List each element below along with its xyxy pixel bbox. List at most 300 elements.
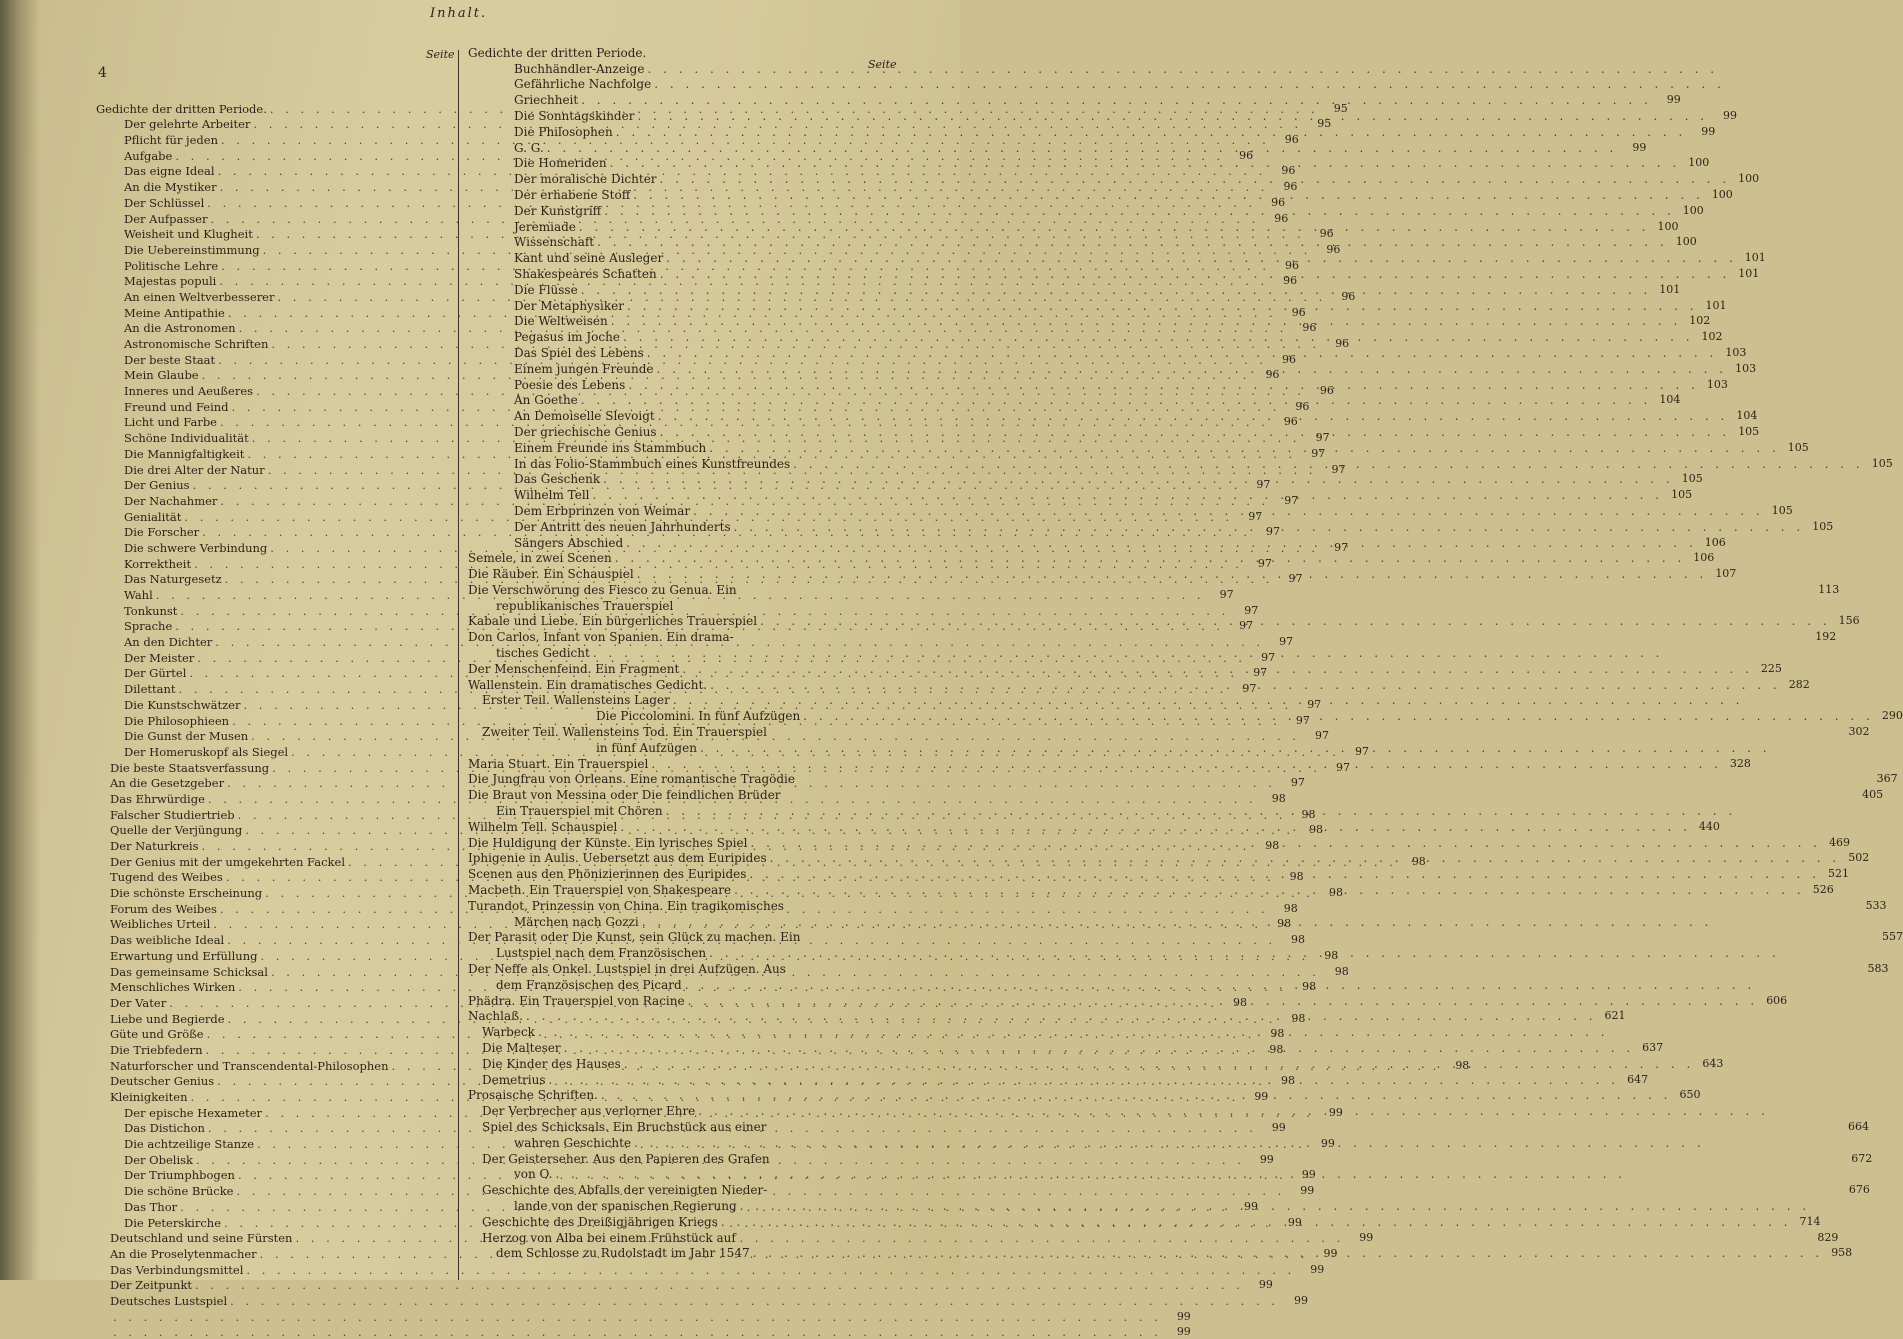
- toc-entry-page: 103: [1706, 377, 1728, 391]
- toc-entry-page: 105: [1738, 424, 1760, 438]
- toc-entry-title: Poesie des Lebens: [514, 377, 626, 392]
- toc-entry-page: 533: [1865, 898, 1887, 912]
- dot-leader: [682, 662, 1753, 676]
- toc-entry-page: 99: [1723, 108, 1738, 122]
- dot-leader: [734, 520, 1805, 534]
- toc-entry-title: Die Flüsse: [514, 282, 578, 297]
- toc-entry-page: 99: [1176, 1309, 1191, 1323]
- toc-entry-page: 101: [1705, 298, 1727, 312]
- toc-entry-page: 97: [1219, 588, 1234, 601]
- dot-leader: [615, 551, 1686, 565]
- toc-entry: [468, 1102, 908, 1118]
- toc-entry-title: Prosaische Schriften.: [468, 1088, 598, 1103]
- toc-entry-title: Einem jungen Freunde: [514, 361, 654, 376]
- toc-entry-page: 99: [1287, 1215, 1302, 1229]
- toc-entry-title: Gedichte der dritten Periode.: [96, 101, 267, 116]
- toc-entry-title: Die Piccolomini. In fünf Aufzügen: [596, 709, 801, 724]
- toc-entry-title: von O.: [514, 1167, 553, 1182]
- dot-leader: [803, 709, 1874, 723]
- toc-entry-title: Der Zeitpunkt: [110, 1278, 193, 1293]
- toc-entry-page: 99: [1293, 1293, 1308, 1307]
- toc-entry: [468, 60, 908, 76]
- toc-entry-page: 99: [1301, 1168, 1316, 1182]
- toc-entry-title: Falscher Studiertrieb: [110, 807, 235, 822]
- toc-entry-page: 98: [1324, 948, 1339, 962]
- toc-entry-page: 99: [1176, 1325, 1191, 1339]
- toc-entry-title: Die Huldigung der Künste. Ein lyrisches Spiel: [468, 835, 748, 850]
- toc-entry-title: Warbeck: [482, 1025, 535, 1040]
- toc-entry-page: 97: [1335, 760, 1350, 774]
- toc-entry-page: 99: [1320, 1137, 1335, 1151]
- toc-entry-page: 98: [1291, 933, 1306, 947]
- dot-leader: [626, 536, 1697, 550]
- toc-entry-page: 95: [1317, 117, 1332, 131]
- dot-leader: [610, 156, 1681, 170]
- dot-leader: [666, 804, 1737, 818]
- toc-entry-page: 96: [1285, 258, 1300, 272]
- toc-entry-title: G. G.: [514, 140, 544, 155]
- toc-entry-page: 96: [1283, 274, 1298, 288]
- toc-entry-title: Dilettant: [124, 682, 176, 697]
- dot-leader: [651, 757, 1722, 771]
- toc-entry-title: Deutsches Lustspiel: [110, 1293, 228, 1308]
- toc-entry-page: 99: [1632, 140, 1647, 154]
- toc-entry-title: tisches Gedicht: [496, 646, 590, 661]
- toc-entry-title: wahren Geschichte: [514, 1135, 632, 1150]
- toc-entry-title: Geschichte des Dreißigjährigen Kriegs: [482, 1214, 718, 1229]
- toc-entry-page: 106: [1704, 535, 1726, 549]
- dot-leader: [628, 378, 1699, 392]
- toc-entry-page: 101: [1738, 266, 1760, 280]
- toc-entry: [96, 1261, 1325, 1277]
- dot-leader: [658, 409, 1729, 423]
- toc-entry-title: Wilhelm Tell: [514, 488, 590, 503]
- dot-leader: [603, 472, 1674, 486]
- toc-entry-title: Politische Lehre: [124, 258, 219, 273]
- toc-entry-title: Die Uebereinstimmung: [124, 242, 260, 257]
- page-edge-shadow: [0, 0, 40, 1280]
- toc-entry-title: Pflicht für jeden: [124, 133, 218, 148]
- toc-entry-page: 105: [1681, 472, 1703, 486]
- dot-leader: [230, 1294, 1279, 1308]
- toc-entry-page: 105: [1771, 503, 1793, 517]
- toc-entry: [468, 1134, 908, 1150]
- toc-entry-page: 98: [1265, 839, 1280, 852]
- toc-entry-page: 96: [1274, 211, 1289, 225]
- toc-entry-page: 99: [1328, 1105, 1343, 1119]
- dot-leader: [700, 741, 1771, 755]
- toc-entry-title: Jeremiade: [514, 219, 576, 234]
- toc-entry-title: Korrektheit: [124, 556, 192, 571]
- toc-entry-title: Ein Trauerspiel mit Chören: [496, 804, 663, 819]
- toc-entry-title: Geschichte des Abfalls der vereinigten Nieder-: [482, 1183, 768, 1198]
- toc-entry-page: 103: [1725, 345, 1747, 359]
- dot-leader: [634, 1136, 1705, 1150]
- toc-entry-title: Nachlaß.: [468, 1009, 523, 1024]
- toc-entry: [96, 1308, 1191, 1324]
- toc-entry-title: Scenen aus den Phönizierinnen des Euripides: [468, 867, 747, 882]
- toc-entry-title: Der epische Hexameter: [124, 1105, 263, 1120]
- toc-entry-title: Astronomische Schriften: [124, 337, 269, 351]
- dot-leader: [710, 678, 1781, 692]
- toc-entry-title: Die drei Alter der Natur: [124, 462, 265, 477]
- dot-leader: [547, 141, 1618, 155]
- toc-entry-page: 98: [1289, 870, 1304, 884]
- toc-entry: [468, 976, 908, 992]
- page-number: 4: [98, 65, 107, 81]
- toc-entry-title: Liebe und Begierde: [110, 1011, 225, 1026]
- toc-entry-title: Kant und seine Ausleger: [514, 251, 664, 266]
- toc-entry-title: Tonkunst: [124, 603, 178, 618]
- toc-entry-title: An die Astronomen: [124, 321, 236, 336]
- toc-entry-title: republikanisches Trauerspiel: [496, 598, 674, 613]
- toc-entry-title: Menschliches Wirken: [110, 980, 236, 995]
- toc-entry-title: Semele, in zwei Scenen: [468, 551, 612, 566]
- dot-leader: [604, 204, 1675, 218]
- toc-entry-title: Die Philosophieen: [124, 713, 230, 728]
- toc-entry-title: Die Forscher: [124, 525, 200, 540]
- toc-entry-page: 98: [1334, 964, 1349, 978]
- toc-entry-page: 100: [1657, 219, 1679, 233]
- toc-entry-title: An die Proselytenmacher: [110, 1246, 257, 1261]
- toc-entry-page: 100: [1682, 203, 1704, 217]
- toc-entry-title: Kabale und Liebe. Ein bürgerliches Trauerspiel: [468, 614, 758, 629]
- toc-entry: [468, 944, 908, 960]
- dot-leader: [753, 1246, 1824, 1260]
- toc-entry-title: Majestas populi: [124, 274, 217, 289]
- toc-entry-page: 96: [1271, 195, 1286, 209]
- toc-entry-title: dem Schlosse zu Rudolstadt im Jahr 1547: [496, 1246, 750, 1261]
- toc-entry-title: Turandot, Prinzessin von China. Ein tragikomisches: [468, 898, 784, 913]
- toc-entry-title: An die Gesetzgeber: [110, 776, 225, 791]
- dot-leader: [647, 346, 1718, 360]
- dot-leader: [721, 1215, 1792, 1229]
- toc-entry-page: 225: [1760, 661, 1782, 675]
- toc-entry: [468, 1197, 908, 1213]
- toc-entry-page: 96: [1283, 415, 1298, 429]
- toc-entry-title: Aufgabe: [124, 148, 173, 163]
- dot-leader: [526, 1009, 1597, 1023]
- toc-entry-title: Tugend des Weibes: [110, 870, 223, 885]
- toc-entry-page: 105: [1787, 440, 1809, 454]
- toc-entry-title: Gefährliche Nachfolge: [514, 77, 652, 92]
- toc-entry-title: Griechheit: [514, 93, 579, 108]
- dot-leader: [616, 125, 1687, 139]
- toc-entry-page: 96: [1319, 227, 1334, 241]
- toc-entry-page: 96: [1326, 242, 1341, 256]
- dot-leader: [660, 172, 1731, 186]
- dot-leader: [593, 646, 1664, 660]
- toc-entry-title: An die Mystiker: [124, 180, 217, 195]
- toc-entry-page: 105: [1812, 519, 1834, 533]
- dot-leader: [581, 393, 1652, 407]
- toc-entry-page: 103: [1735, 361, 1757, 375]
- toc-entry-page: 100: [1738, 172, 1760, 186]
- toc-entry-title: Zweiter Teil. Wallensteins Tod. Ein Trauerspiel: [482, 725, 767, 740]
- toc-entry-page: 664: [1848, 1119, 1870, 1133]
- toc-entry-page: 192: [1815, 630, 1837, 644]
- toc-entry-page: 621: [1604, 1009, 1626, 1023]
- dot-leader: [620, 820, 1691, 834]
- toc-entry-page: 97: [1288, 572, 1303, 586]
- toc-entry-page: 367: [1876, 772, 1898, 786]
- toc-entry-title: Der Meister: [124, 650, 195, 665]
- toc-entry-page: 96: [1283, 180, 1298, 194]
- toc-entry-page: 99: [1243, 1199, 1258, 1213]
- toc-entry-title: Die Malteser: [482, 1041, 561, 1055]
- toc-entry-page: 282: [1788, 677, 1810, 691]
- toc-entry-title: Der beste Staat: [124, 352, 216, 367]
- toc-entry-page: 97: [1295, 713, 1310, 727]
- toc-entry-title: in fünf Aufzügen: [596, 740, 697, 755]
- dot-leader: [579, 220, 1650, 234]
- toc-entry-title: Der Nachahmer: [124, 493, 218, 508]
- toc-entry-page: 526: [1812, 883, 1834, 897]
- toc-entry-title: Die Verschwörung des Fiesco zu Genua. Ein: [468, 582, 737, 597]
- dot-leader: [538, 1025, 1609, 1039]
- toc-entry-title: Gedichte der dritten Periode.: [468, 45, 647, 60]
- toc-entry-title: Der gelehrte Arbeiter: [124, 117, 251, 132]
- toc-entry-title: Das Distichon: [124, 1121, 205, 1136]
- toc-entry-title: Phädra. Ein Trauerspiel von Racine: [468, 993, 685, 1008]
- toc-entry-page: 97: [1244, 603, 1259, 617]
- dot-leader: [685, 978, 1756, 992]
- toc-entry: [468, 692, 908, 708]
- dot-leader: [770, 851, 1841, 865]
- toc-entry-title: Sprache: [124, 619, 173, 634]
- toc-entry-page: 106: [1693, 551, 1715, 565]
- toc-entry-page: 99: [1666, 93, 1681, 107]
- toc-entry-title: Wahl: [124, 588, 153, 602]
- toc-entry-page: 99: [1258, 1278, 1273, 1292]
- toc-entry-title: Wissenschaft: [514, 235, 595, 250]
- toc-entry-page: 98: [1302, 980, 1317, 994]
- toc-entry-page: 647: [1627, 1072, 1649, 1086]
- seite-label-right: Seite: [868, 58, 897, 71]
- dot-leader: [581, 283, 1652, 297]
- toc-entry-title: Die Braut von Messina oder Die feindlichen Brüder: [468, 788, 781, 803]
- toc-entry-title: Wallenstein. Ein dramatisches Gedicht.: [468, 677, 708, 692]
- toc-entry-page: 96: [1291, 305, 1306, 319]
- toc-entry-title: Der griechische Genius: [514, 424, 657, 439]
- dot-leader: [657, 362, 1728, 376]
- toc-entry-title: Einem Freunde ins Stammbuch: [514, 440, 707, 455]
- toc-entry-page: 97: [1284, 493, 1299, 507]
- toc-entry-page: 958: [1831, 1246, 1853, 1260]
- toc-entry-page: 290: [1881, 709, 1903, 723]
- toc-entry-page: 97: [1239, 619, 1254, 633]
- toc-entry-title: Spiel des Schicksals. Ein Bruchstück aus einer: [482, 1119, 767, 1134]
- dot-leader: [760, 614, 1831, 628]
- toc-entry-page: 98: [1280, 1074, 1295, 1088]
- toc-entry-page: 105: [1871, 456, 1893, 470]
- toc-entry-page: 98: [1283, 901, 1298, 915]
- toc-entry-page: 102: [1689, 314, 1711, 328]
- toc-entry-title: Das Geschenk: [514, 472, 601, 487]
- toc-entry-page: 328: [1729, 756, 1751, 770]
- toc-entry-page: 99: [1254, 1090, 1269, 1103]
- dot-leader: [637, 567, 1708, 581]
- toc-entry-page: 98: [1309, 823, 1324, 837]
- toc-entry-page: 96: [1265, 368, 1280, 382]
- toc-entry-page: 302: [1848, 725, 1870, 739]
- dot-leader: [597, 235, 1668, 249]
- toc-entry-title: Mein Glaube: [124, 368, 199, 383]
- toc-entry-title: Das weibliche Ideal: [110, 933, 225, 948]
- toc-entry: [468, 913, 908, 929]
- toc-entry-page: 99: [1271, 1121, 1286, 1135]
- dot-leader: [556, 1167, 1627, 1181]
- toc-entry-title: Iphigenie in Aulis. Uebersetzt aus dem Euripides: [468, 851, 767, 866]
- toc-entry-page: 95: [1333, 101, 1348, 115]
- toc-entry-title: Die schöne Brücke: [124, 1184, 234, 1199]
- toc-entry-page: 97: [1261, 650, 1276, 664]
- toc-entry-title: Der moralische Dichter: [514, 172, 657, 187]
- toc-entry-page: 100: [1711, 187, 1733, 201]
- toc-entry-page: 96: [1319, 384, 1334, 398]
- toc-entry-title: Die Homeriden: [514, 156, 607, 171]
- toc-entry-title: Der Menschenfeind. Ein Fragment: [468, 661, 680, 676]
- toc-entry-page: 96: [1281, 164, 1296, 178]
- toc-entry-title: Wilhelm Tell. Schauspiel: [468, 819, 618, 834]
- dot-leader: [637, 109, 1708, 123]
- toc-entry-title: Der erhabene Stoff: [514, 187, 631, 202]
- toc-entry-title: Der Triumphbogen: [124, 1168, 235, 1183]
- toc-entry-title: Inneres und Aeußeres: [124, 384, 254, 399]
- dot-leader: [660, 267, 1731, 281]
- toc-entry-page: 96: [1302, 321, 1317, 335]
- dot-leader: [709, 946, 1780, 960]
- toc-entry-page: 672: [1851, 1151, 1873, 1165]
- toc-entry-page: 502: [1848, 851, 1870, 865]
- toc-entry-title: Macbeth. Ein Trauerspiel von Shakespeare: [468, 883, 732, 898]
- toc-entry-page: 97: [1242, 682, 1257, 696]
- toc-entry-page: 96: [1335, 337, 1350, 350]
- toc-entry-page: 107: [1715, 567, 1737, 581]
- toc-entry-page: 829: [1817, 1230, 1839, 1244]
- toc-entry-title: Die achtzeilige Stanze: [124, 1137, 255, 1152]
- toc-entry-title: Märchen nach Gozzi: [514, 914, 639, 929]
- toc-entry-title: Der Verbrecher aus verlorner Ehre: [482, 1104, 696, 1119]
- toc-entry-title: Dem Erbprinzen von Weimar: [514, 503, 691, 518]
- dot-leader: [623, 330, 1694, 344]
- dot-leader: [549, 1073, 1620, 1087]
- toc-entry-title: Das Thor: [124, 1199, 178, 1214]
- toc-entry-title: Schöne Individualität: [124, 431, 249, 446]
- toc-entry: [468, 76, 908, 92]
- toc-entry-title: An einen Weltverbesserer: [124, 289, 275, 304]
- dot-leader: [581, 93, 1652, 107]
- toc-entry-page: 650: [1679, 1088, 1701, 1102]
- dot-leader: [734, 883, 1805, 897]
- dot-leader: [113, 1310, 1162, 1324]
- toc-entry-title: Pegasus im Joche: [514, 330, 620, 345]
- toc-entry-page: 104: [1659, 393, 1681, 407]
- toc-entry-title: Der Metaphysiker: [514, 298, 624, 313]
- toc-entry-title: Shakespeares Schatten: [514, 266, 657, 281]
- toc-entry-title: Deutscher Genius: [110, 1074, 215, 1089]
- toc-entry-title: Der Kunstgriff: [514, 203, 602, 218]
- dot-leader: [195, 1278, 1244, 1292]
- toc-entry-title: Das Naturgesetz: [124, 572, 222, 587]
- toc-entry-title: Die Mannigfaltigkeit: [124, 446, 245, 461]
- toc-entry-title: dem Französischen des Picard: [496, 977, 682, 992]
- toc-entry-page: 97: [1334, 540, 1349, 554]
- toc-entry-page: 99: [1323, 1246, 1338, 1260]
- toc-entry-title: In das Folio-Stammbuch eines Kunstfreundes: [514, 456, 791, 471]
- toc-entry: [468, 597, 908, 613]
- dot-leader: [593, 488, 1664, 502]
- toc-entry-page: 606: [1766, 993, 1788, 1007]
- toc-entry-title: Erster Teil. Wallensteins Lager: [482, 693, 670, 708]
- toc-entry-title: Der Naturkreis: [110, 839, 199, 853]
- toc-entry-page: 97: [1331, 462, 1346, 476]
- toc-entry-page: 583: [1867, 962, 1889, 976]
- toc-entry-page: 98: [1455, 1058, 1470, 1072]
- toc-entry-page: 97: [1253, 666, 1268, 680]
- toc-entry-page: 99: [1310, 1262, 1325, 1276]
- toc-entry-page: 98: [1411, 854, 1426, 868]
- toc-entry-title: Lustspiel nach dem Französischen: [496, 946, 707, 961]
- toc-entry-page: 97: [1354, 744, 1369, 758]
- toc-entry-title: Naturforscher und Transcendental-Philosophen: [110, 1058, 389, 1073]
- toc-entry-page: 98: [1271, 791, 1286, 805]
- toc-entry-title: Quelle der Verjüngung: [110, 823, 243, 838]
- toc-entry-page: 96: [1284, 133, 1299, 147]
- toc-entry-page: 99: [1259, 1152, 1274, 1166]
- toc-entry-page: 96: [1295, 399, 1310, 413]
- toc-entry-title: Herzog von Alba bei einem Frühstück auf: [482, 1230, 736, 1245]
- toc-entry-page: 405: [1862, 788, 1884, 802]
- toc-entry-title: Deutschland und seine Fürsten: [110, 1231, 293, 1246]
- toc-entry-title: Kleinigkeiten: [110, 1090, 188, 1104]
- toc-entry-page: 96: [1281, 352, 1296, 366]
- toc-entry-page: 101: [1659, 282, 1681, 296]
- dot-leader: [666, 251, 1737, 265]
- dot-leader: [647, 62, 1718, 76]
- toc-entry: [96, 1277, 1273, 1293]
- seite-label-left: Seite: [426, 48, 455, 61]
- toc-entry-page: 97: [1314, 729, 1329, 743]
- toc-entry-title: Der Gürtel: [124, 666, 187, 681]
- toc-entry-title: Buchhändler-Anzeige: [514, 61, 645, 76]
- toc-entry-title: Meine Antipathie: [124, 305, 225, 320]
- toc-entry-page: 99: [1300, 1184, 1315, 1198]
- toc-entry-page: 97: [1257, 556, 1272, 570]
- toc-entry-title: Der Genius: [124, 478, 190, 493]
- toc-entry-title: Die Kunstschwätzer: [124, 697, 241, 712]
- toc-entry-title: Forum des Weibes: [110, 901, 217, 916]
- toc-entry-title: Freund und Feind: [124, 399, 229, 414]
- dot-leader: [654, 77, 1725, 91]
- toc-entry-title: Demetrius: [482, 1072, 546, 1087]
- toc-entry-page: 676: [1848, 1183, 1870, 1197]
- dot-leader: [246, 1263, 1295, 1277]
- toc-entry-title: Genialität: [124, 509, 182, 524]
- toc-entry-title: Der Aufpasser: [124, 211, 208, 226]
- toc-entry-title: Maria Stuart. Ein Trauerspiel: [468, 756, 649, 771]
- toc-entry: [468, 644, 908, 660]
- dot-leader: [611, 314, 1682, 328]
- toc-entry-page: 98: [1233, 995, 1248, 1009]
- toc-entry: [468, 1166, 908, 1182]
- toc-entry-title: Die beste Staatsverfassung: [110, 760, 270, 775]
- dot-leader: [793, 457, 1864, 471]
- dot-leader: [624, 1057, 1695, 1071]
- toc-entry-title: Sängers Abschied: [514, 535, 624, 550]
- toc-entry-page: 156: [1838, 614, 1860, 628]
- dot-leader: [633, 188, 1704, 202]
